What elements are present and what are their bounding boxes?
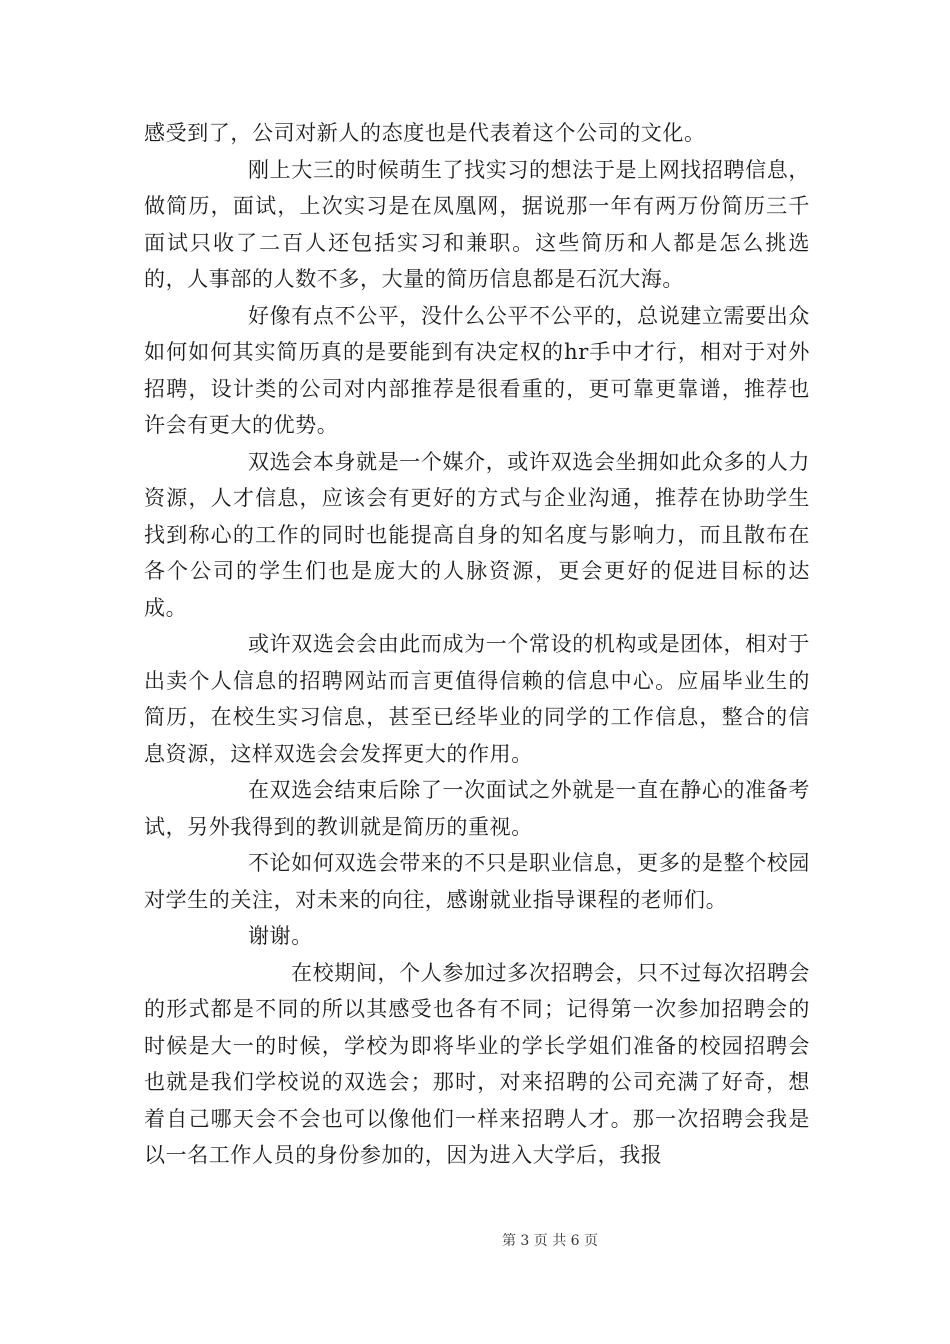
paragraph-4: 双选会本身就是一个媒介，或许双选会坐拥如此众多的人力资源，人才信息，应该会有更好的方式与企业沟通，推荐在协助学生找到称心的工作的同时也能提高自身的知名度与影响力，而且散布在各个公司的学生们也是庞大的人脉资源，更会更好的促进目标的达成。 bbox=[144, 449, 810, 620]
paragraph-5: 或许双选会会由此而成为一个常设的机构或是团体，相对于出卖个人信息的招聘网站而言更值得信赖的信息中心。应届毕业生的简历，在校生实习信息，甚至已经毕业的同学的工作信息，整合的信息资源，这样双选会会发挥更大的作用。 bbox=[144, 632, 810, 766]
page-number: 第 3 页 共 6 页 bbox=[501, 1233, 599, 1249]
page-footer bbox=[0, 1230, 950, 1250]
paragraph-3: 好像有点不公平，没什么公平不公平的，总说建立需要出众如何如何其实简历真的是要能到有决定权的hr手中才行，相对于对外招聘，设计类的公司对内部推荐是很看重的，更可靠更靠谱，推荐也许会有更大的优势。 bbox=[144, 303, 810, 437]
paragraph-9: 在校期间，个人参加过多次招聘会，只不过每次招聘会的形式都是不同的所以其感受也各有不同；记得第一次参加招聘会的时候是大一的时候，学校为即将毕业的学长学姐们准备的校园招聘会也就是我们学校说的双选会；那时，对来招聘的公司充满了好奇，想着自己哪天会不会也可以像他们一样来招聘人才。那一次招聘会我是以一名工作人员的身份参加的，因为进入大学后，我报 bbox=[144, 960, 810, 1167]
paragraph-8: 谢谢。 bbox=[248, 924, 313, 948]
paragraph-6: 在双选会结束后除了一次面试之外就是一直在静心的准备考试，另外我得到的教训就是简历的重视。 bbox=[144, 778, 810, 839]
paragraph-7: 不论如何双选会带来的不只是职业信息，更多的是整个校园对学生的关注，对未来的向往，感谢就业指导课程的老师们。 bbox=[144, 851, 810, 912]
paragraph-1: 感受到了，公司对新人的态度也是代表着这个公司的文化。 bbox=[144, 121, 706, 145]
paragraph-2: 刚上大三的时候萌生了找实习的想法于是上网找招聘信息，做简历，面试，上次实习是在凤凰网，据说那一年有两万份简历三千面试只收了二百人还包括实习和兼职。这些简历和人都是怎么挑选的，人事部的人数不多，大量的简历信息都是石沉大海。 bbox=[144, 157, 810, 291]
body-text bbox=[144, 115, 810, 1174]
